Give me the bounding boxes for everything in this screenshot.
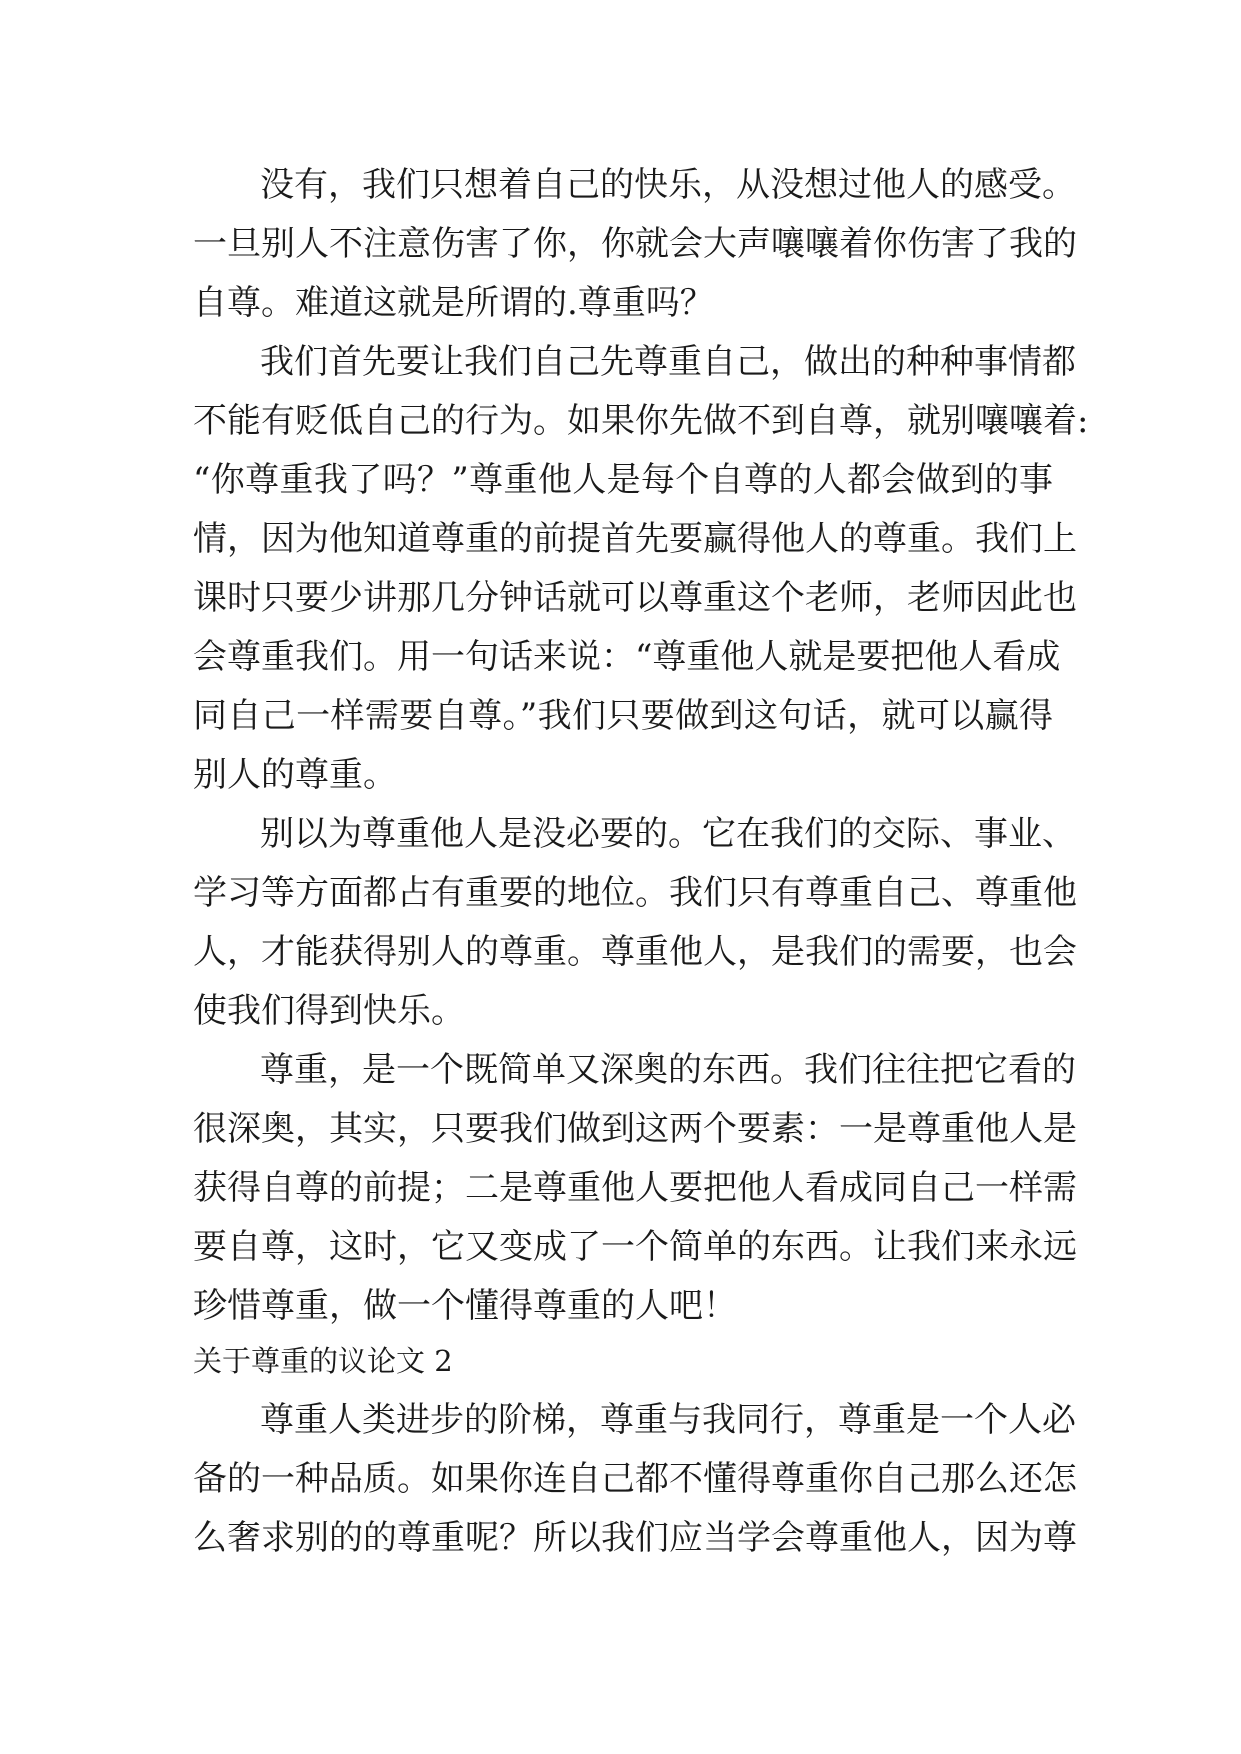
paragraph-line: 课时只要少讲那几分钟话就可以尊重这个老师，老师因此也 [193, 578, 1077, 618]
paragraph-line: 获得自尊的前提；二是尊重他人要把他人看成同自己一样需 [193, 1168, 1077, 1208]
paragraph-line: 使我们得到快乐。 [193, 991, 465, 1031]
paragraph-line: 同自己一样需要自尊。”我们只要做到这句话，就可以赢得 [193, 696, 1053, 736]
section-heading: 关于尊重的议论文 2 [193, 1344, 453, 1378]
paragraph-line: 别人的尊重。 [193, 755, 397, 795]
paragraph-line: 要自尊，这时，它又变成了一个简单的东西。让我们来永远 [193, 1227, 1077, 1267]
paragraph-line: 备的一种品质。如果你连自己都不懂得尊重你自己那么还怎 [193, 1459, 1077, 1499]
paragraph-line: 很深奥，其实，只要我们做到这两个要素：一是尊重他人是 [193, 1109, 1077, 1149]
paragraph-line: 情，因为他知道尊重的前提首先要赢得他人的尊重。我们上 [193, 519, 1077, 559]
paragraph-line: 学习等方面都占有重要的地位。我们只有尊重自己、尊重他 [193, 873, 1077, 913]
paragraph-line: 人，才能获得别人的尊重。尊重他人，是我们的需要，也会 [193, 932, 1077, 972]
paragraph-line: 我们首先要让我们自己先尊重自己，做出的种种事情都 [260, 342, 1076, 382]
paragraph-line: “你尊重我了吗？”尊重他人是每个自尊的人都会做到的事 [193, 460, 1053, 500]
paragraph-line: 珍惜尊重，做一个懂得尊重的人吧！ [193, 1286, 737, 1326]
paragraph-line: 一旦别人不注意伤害了你，你就会大声嚷嚷着你伤害了我的 [193, 224, 1077, 264]
paragraph-line: 不能有贬低自己的行为。如果你先做不到自尊，就别嚷嚷着: [193, 401, 1089, 441]
paragraph-line: 尊重，是一个既简单又深奥的东西。我们往往把它看的 [260, 1050, 1076, 1090]
paragraph-line: 会尊重我们。用一句话来说：“尊重他人就是要把他人看成 [193, 637, 1061, 677]
paragraph-line: 么奢求别的的尊重呢？所以我们应当学会尊重他人，因为尊 [193, 1518, 1077, 1558]
paragraph-line: 别以为尊重他人是没必要的。它在我们的交际、事业、 [260, 814, 1076, 854]
paragraph-line: 尊重人类进步的阶梯，尊重与我同行，尊重是一个人必 [260, 1400, 1076, 1440]
paragraph-line: 自尊。难道这就是所谓的.尊重吗？ [193, 283, 714, 323]
paragraph-line: 没有，我们只想着自己的快乐，从没想过他人的感受。 [260, 165, 1076, 205]
